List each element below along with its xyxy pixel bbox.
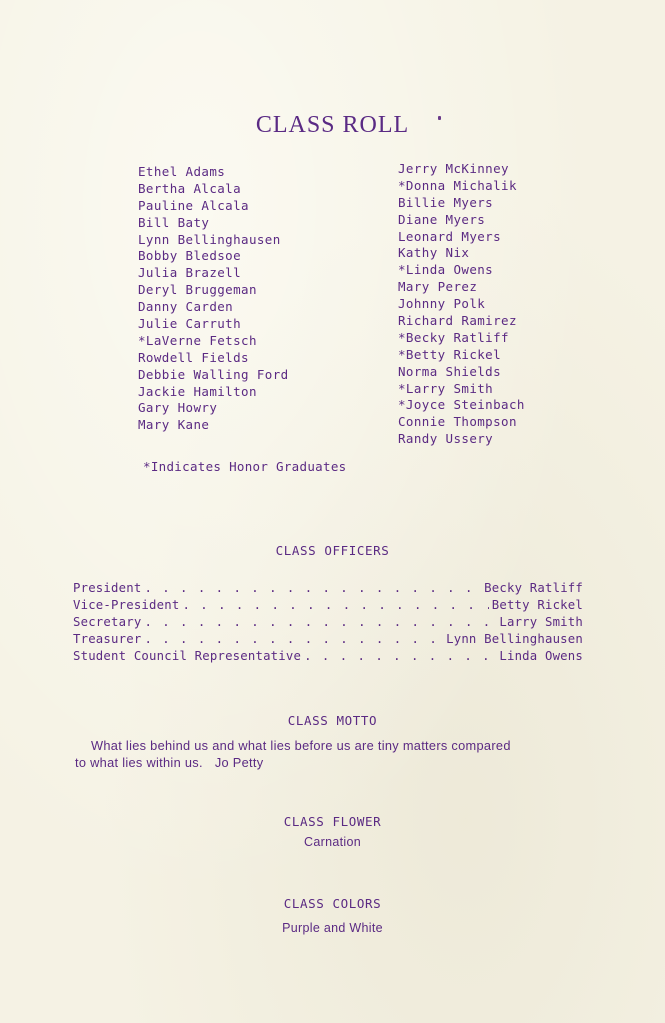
officer-title: Student Council Representative <box>73 649 302 663</box>
graduate-name: *Larry Smith <box>398 380 494 396</box>
graduate-name: Gary Howry <box>138 400 218 416</box>
class-colors-value: Purple and White <box>282 921 383 935</box>
graduate-name: Diane Myers <box>398 211 486 227</box>
graduate-name: *Joyce Steinbach <box>398 397 525 413</box>
graduate-name: Johnny Polk <box>398 296 486 312</box>
graduate-name: Mary Perez <box>398 279 478 295</box>
graduate-name: Deryl Bruggeman <box>138 282 257 298</box>
class-motto <box>75 737 595 771</box>
officer-name: Larry Smith <box>499 615 583 629</box>
graduate-name: Lynn Bellinghausen <box>138 231 281 247</box>
graduate-name: Kathy Nix <box>398 245 470 261</box>
class-officers-list <box>73 580 583 665</box>
motto-line-2-text: to what lies within us. <box>75 755 203 770</box>
graduate-name: Jerry McKinney <box>398 161 509 176</box>
graduate-name: Debbie Walling Ford <box>138 366 289 382</box>
officer-row <box>73 597 583 614</box>
officer-name: Lynn Bellinghausen <box>446 632 583 646</box>
class-roll-right-column <box>398 161 525 448</box>
officer-title: Treasurer <box>73 632 142 646</box>
officer-name: Becky Ratliff <box>484 581 583 595</box>
officer-row <box>73 648 583 665</box>
officer-row <box>73 580 583 597</box>
graduate-name: Mary Kane <box>138 417 210 433</box>
graduate-name: Julie Carruth <box>138 316 242 332</box>
graduate-name: Bobby Bledsoe <box>138 248 242 264</box>
graduate-name: *Betty Rickel <box>398 346 502 362</box>
motto-line-1: What lies behind us and what lies before us are tiny matters compared <box>91 738 511 753</box>
graduate-name: Leonard Myers <box>398 228 502 244</box>
officer-name: Betty Rickel <box>491 598 583 612</box>
graduate-name: Connie Thompson <box>398 414 517 430</box>
class-roll-title: CLASS ROLL <box>255 112 410 138</box>
officer-title: Secretary <box>73 615 142 629</box>
officer-row <box>73 614 583 631</box>
graduate-name: Danny Carden <box>138 299 234 315</box>
class-roll-left-column <box>138 164 289 434</box>
dot-leader <box>144 631 443 648</box>
honor-graduates-note: *Indicates Honor Graduates <box>143 459 347 474</box>
graduate-name: *Becky Ratliff <box>398 329 509 345</box>
graduate-name: Pauline Alcala <box>138 197 249 213</box>
officer-title: President <box>73 581 142 595</box>
graduate-name: Norma Shields <box>398 363 502 379</box>
graduate-name: Ethel Adams <box>138 164 226 179</box>
graduate-name: *Donna Michalik <box>398 177 517 193</box>
graduate-name: Jackie Hamilton <box>138 383 257 399</box>
dot-leader <box>182 597 488 614</box>
dot-leader <box>144 580 481 597</box>
motto-author: Jo Petty <box>214 755 264 770</box>
graduate-name: Julia Brazell <box>138 265 242 281</box>
class-flower-value: Carnation <box>304 835 361 849</box>
graduate-name: Bertha Alcala <box>138 180 242 196</box>
motto-line-2 <box>75 754 595 771</box>
class-motto-heading: CLASS MOTTO <box>287 713 378 728</box>
dot-leader <box>144 614 496 631</box>
graduate-name: Billie Myers <box>398 194 494 210</box>
officer-name: Linda Owens <box>499 649 583 663</box>
graduate-name: *Linda Owens <box>398 262 494 278</box>
class-officers-heading: CLASS OFFICERS <box>275 543 390 558</box>
class-colors-heading: CLASS COLORS <box>283 896 382 911</box>
graduate-name: Randy Ussery <box>398 431 494 447</box>
officer-row <box>73 631 583 648</box>
class-flower-heading: CLASS FLOWER <box>283 814 382 829</box>
officer-title: Vice-President <box>73 598 180 612</box>
graduate-name: *LaVerne Fetsch <box>138 332 257 348</box>
graduate-name: Bill Baty <box>138 214 210 230</box>
graduate-name: Rowdell Fields <box>138 349 249 365</box>
graduate-name: Richard Ramirez <box>398 313 517 329</box>
dot-leader <box>304 648 496 665</box>
